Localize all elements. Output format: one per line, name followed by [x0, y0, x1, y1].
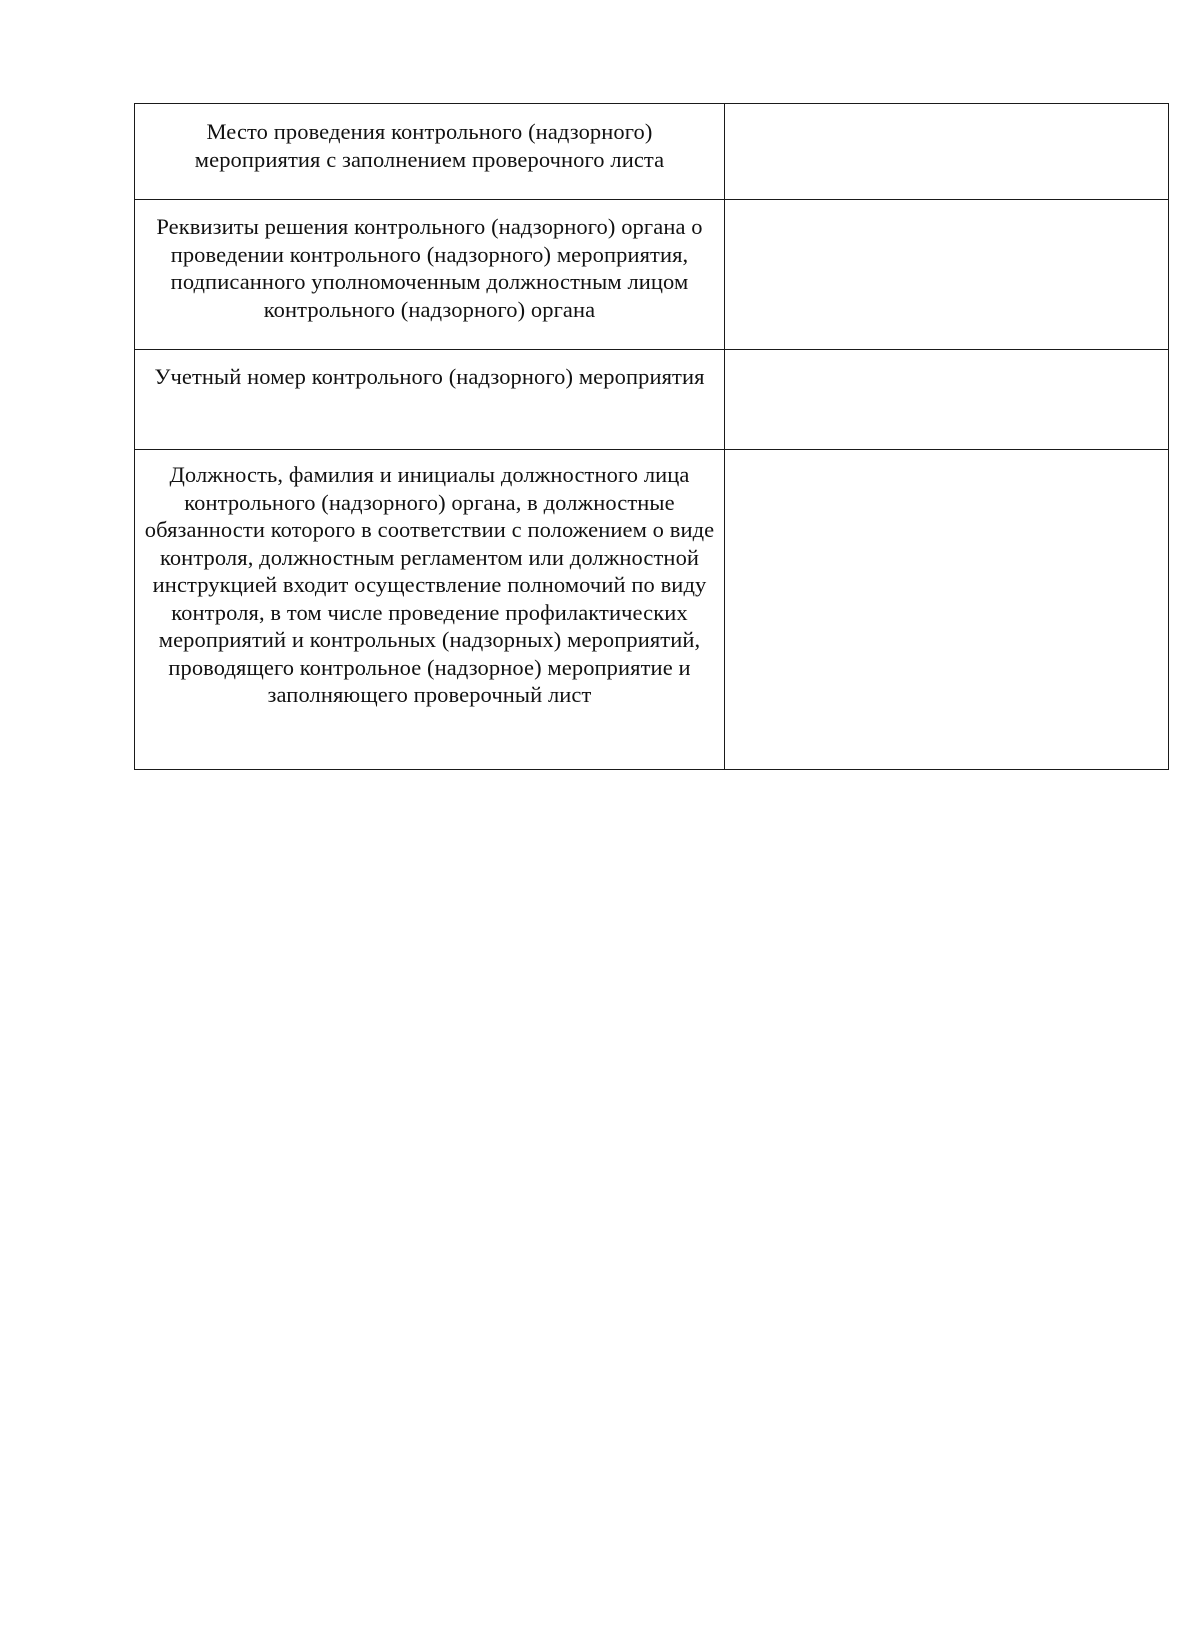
official-details-label: Должность, фамилия и инициалы должностного лица контрольного (надзорного) органа, в должностные обязанности которого в соответствии с положением о виде контроля, должностным регламентом или должностной инструкцией входит осуществление полномочий по виду контроля, в том числе проведение профилактических мероприятий и контрольных (надзорных) мероприятий, проводящего контрольное (надзорное) мероприятие и заполняющего проверочный лист: [144, 462, 715, 707]
label-cell: [135, 450, 725, 770]
official-details-value: [725, 450, 1169, 770]
table-row: [135, 350, 1169, 450]
table-row: [135, 104, 1169, 200]
place-of-inspection-value: [725, 104, 1169, 200]
label-cell: [135, 104, 725, 200]
decision-details-label: Реквизиты решения контрольного (надзорного) органа о проведении контрольного (надзорного) мероприятия, подписанного уполномоченным должностным лицом контрольного (надзорного) органа: [156, 214, 703, 322]
registration-number-label: Учетный номер контрольного (надзорного) мероприятия: [154, 364, 705, 389]
place-of-inspection-label: Место проведения контрольного (надзорного) мероприятия с заполнением проверочного листа: [194, 119, 665, 172]
registration-number-value: [725, 350, 1169, 450]
decision-details-value: [725, 200, 1169, 350]
table-row: [135, 450, 1169, 770]
label-cell: [135, 350, 725, 450]
checklist-info-table: [134, 103, 1169, 770]
table-row: [135, 200, 1169, 350]
label-cell: [135, 200, 725, 350]
